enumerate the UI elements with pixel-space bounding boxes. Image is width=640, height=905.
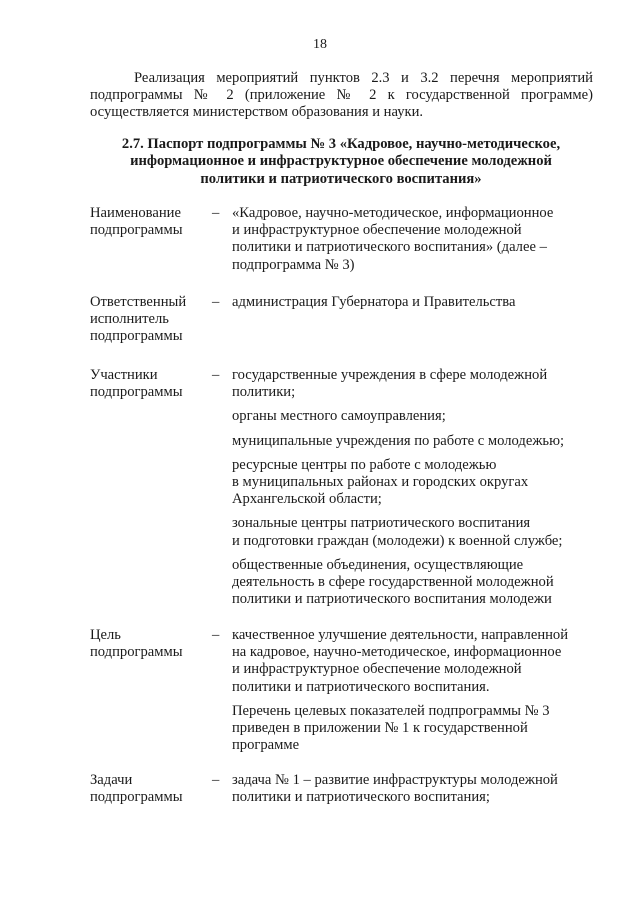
content-item (232, 205, 593, 274)
content-line: политики и патриотического воспитания. (232, 678, 490, 695)
content-line: общественные объединения, осуществляющие (232, 556, 524, 573)
row-label (90, 772, 212, 806)
content-item (232, 772, 593, 806)
row-dash: – (212, 772, 220, 788)
content-line: политики и патриотического воспитания» (далее – (232, 239, 547, 256)
content-line: задача № 1 – развитие инфраструктуры молодежной (232, 772, 558, 788)
content-line: Перечень целевых показателей подпрограммы № 3 (232, 702, 550, 719)
row-dash: – (212, 294, 220, 310)
content-line: ресурсные центры по работе с молодежью (232, 456, 497, 473)
row-label-line: подпрограммы (90, 328, 183, 345)
row-content (232, 367, 593, 608)
row-label (90, 627, 212, 754)
row-label-line: Участники (90, 367, 158, 383)
content-line: Архангельской области; (232, 491, 382, 508)
passport-row-name (90, 205, 593, 274)
row-dash: – (212, 205, 220, 221)
row-label-line: Цель (90, 627, 121, 643)
content-line: деятельность в сфере государственной молодежной (232, 574, 554, 591)
row-label-line: исполнитель (90, 311, 169, 328)
content-line: зональные центры патриотического воспитания (232, 515, 531, 532)
content-line: «Кадровое, научно-методическое, информационное (232, 205, 554, 221)
content-line: политики и патриотического воспитания молодежи (232, 591, 552, 608)
row-content (232, 205, 593, 274)
row-label-line: подпрограммы (90, 222, 183, 239)
passport-row-tasks (90, 772, 593, 806)
content-item (232, 557, 593, 609)
content-item (232, 457, 593, 509)
content-line: подпрограмма № 3) (232, 256, 355, 273)
page-number: 18 (313, 37, 327, 52)
content-line: политики и патриотического воспитания; (232, 789, 490, 806)
section-title-line: политики и патриотического воспитания» (200, 170, 482, 187)
row-label-line: Наименование (90, 205, 181, 221)
content-item (232, 367, 593, 401)
content-line: программе (232, 737, 300, 754)
row-label-line: подпрограммы (90, 384, 183, 401)
content-line: и подготовки граждан (молодежи) к военной службе; (232, 532, 563, 549)
row-label (90, 294, 212, 346)
section-title-line: информационное и инфраструктурное обеспечение молодежной (130, 153, 552, 170)
row-content (232, 627, 593, 754)
content-line: приведен в приложении № 1 к государственной (232, 720, 528, 737)
content-line: администрация Губернатора и Правительства (232, 294, 516, 310)
section-title-line: 2.7. Паспорт подпрограммы № 3 «Кадровое, научно-методическое, (121, 136, 561, 152)
content-line: государственные учреждения в сфере молодежной (232, 367, 548, 383)
content-line: качественное улучшение деятельности, направленной (232, 627, 569, 643)
content-item (232, 433, 593, 450)
passport-row-goal (90, 627, 593, 754)
row-dash: – (212, 367, 220, 383)
row-content (232, 772, 593, 806)
content-line: органы местного самоуправления; (232, 408, 446, 425)
row-label (90, 205, 212, 274)
row-label-line: подпрограммы (90, 789, 183, 806)
row-label-line: подпрограммы (90, 644, 183, 661)
content-item (232, 627, 593, 696)
content-line: и инфраструктурное обеспечение молодежной (232, 661, 522, 678)
row-content (232, 294, 593, 346)
row-dash: – (212, 627, 220, 643)
content-item (232, 703, 593, 755)
content-line: на кадровое, научно-методическое, информационное (232, 644, 562, 661)
content-item (232, 294, 593, 311)
content-line: в муниципальных районах и городских округах (232, 474, 529, 491)
content-item (232, 408, 593, 425)
intro-paragraph: Реализация мероприятий пунктов 2.3 и 3.2 перечня мероприятий подпрограммы № 2 (приложение № 2 к государственной программе) осуществляется министерством образования и науки. (90, 70, 593, 121)
passport-row-responsible (90, 294, 593, 346)
row-label-line: Задачи (90, 772, 133, 788)
passport-row-participants (90, 367, 593, 608)
content-item (232, 515, 593, 549)
content-line: политики; (232, 384, 296, 401)
section-title (96, 136, 586, 188)
row-label (90, 367, 212, 608)
row-label-line: Ответственный (90, 294, 187, 310)
content-line: муниципальные учреждения по работе с молодежью; (232, 432, 565, 449)
content-line: и инфраструктурное обеспечение молодежной (232, 222, 522, 239)
